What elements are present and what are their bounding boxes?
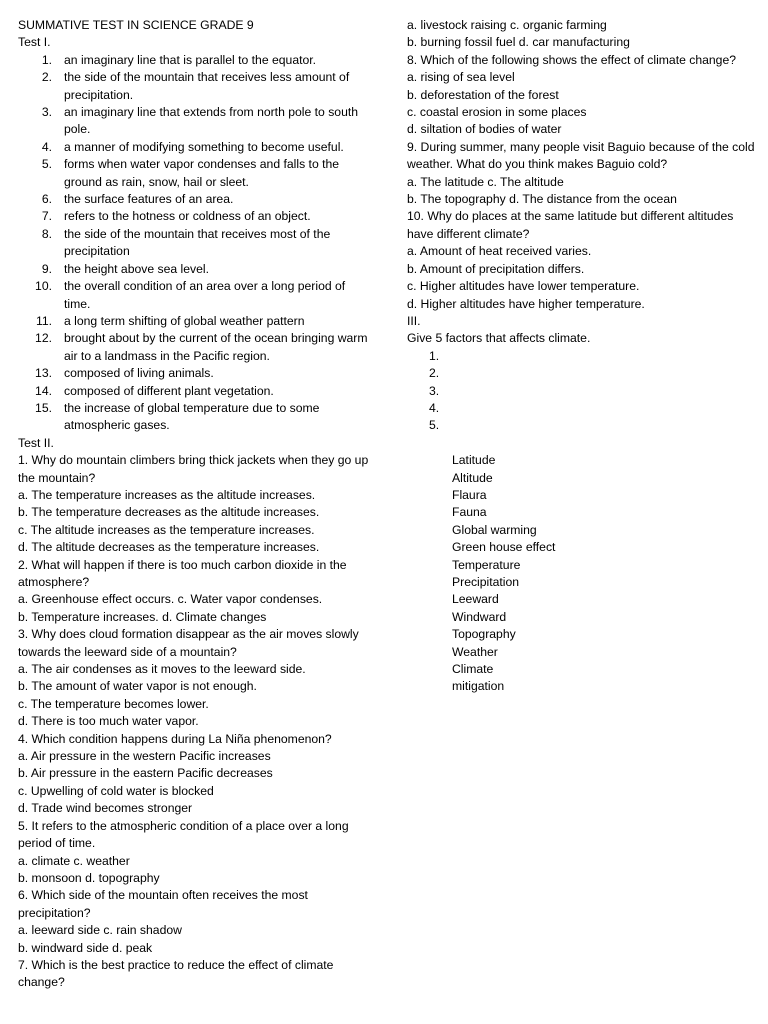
answer-option: c. The altitude increases as the temperature increases. (18, 522, 315, 537)
test2-questions-right (407, 17, 757, 313)
answer-option: d. The altitude decreases as the temperature increases. (18, 540, 320, 555)
item-number: 12. (35, 331, 52, 346)
test3-instruction: Give 5 factors that affects climate. (407, 331, 591, 346)
item-number: 5. (41, 157, 52, 172)
answer-option: b. The topography d. The distance from the ocean (407, 192, 677, 207)
answer-option: c. Higher altitudes have lower temperature. (407, 279, 640, 294)
word-bank-term: Leeward (452, 592, 499, 607)
word-bank-term: Global warming (452, 522, 537, 537)
item-number: 1. (41, 52, 52, 67)
item-text: composed of different plant vegetation. (64, 383, 274, 398)
item-text: the increase of global temperature due to some atmospheric gases. (64, 400, 320, 433)
right-column (407, 17, 757, 696)
item-number: 11. (35, 313, 52, 328)
item-number: 8. (41, 226, 52, 241)
item-text: forms when water vapor condenses and falls to the ground as rain, snow, hail or sleet. (64, 157, 340, 189)
answer-option: a. climate c. weather (18, 853, 130, 868)
answer-option: c. Upwelling of cold water is blocked (18, 783, 214, 798)
item-text: the side of the mountain that receives most of the precipitation (64, 226, 331, 259)
answer-option: a. The latitude c. The altitude (407, 174, 564, 189)
test1-item (18, 208, 370, 225)
answer-option: a. Amount of heat received varies. (407, 244, 592, 259)
item-text: an imaginary line that is parallel to the equator. (64, 52, 317, 67)
test1-item (18, 191, 370, 208)
word-bank-term: Climate (452, 662, 494, 677)
answer-option: b. Amount of precipitation differs. (407, 261, 585, 276)
answer-option: b. The temperature decreases as the altitude increases. (18, 505, 320, 520)
factor-blank: 3. (429, 383, 440, 398)
word-bank-term: Altitude (452, 470, 493, 485)
item-text: brought about by the current of the ocean bringing warm air to a landmass in the Pacific region. (64, 331, 368, 363)
test1-heading: Test I. (18, 35, 51, 50)
item-text: the side of the mountain that receives less amount of precipitation. (64, 70, 350, 102)
question-stem: 2. What will happen if there is too much carbon dioxide in the atmosphere? (18, 557, 347, 589)
item-number: 4. (41, 139, 52, 154)
test1-item (18, 69, 370, 104)
item-text: the height above sea level. (64, 261, 210, 276)
page-title: SUMMATIVE TEST IN SCIENCE GRADE 9 (18, 18, 254, 32)
item-text: a long term shifting of global weather pattern (64, 313, 305, 328)
word-bank-term: Flaura (452, 487, 487, 502)
item-number: 13. (35, 366, 52, 381)
test1-item (18, 104, 370, 139)
item-text: the overall condition of an area over a long period of time. (64, 279, 346, 311)
answer-option: b. Air pressure in the eastern Pacific decreases (18, 766, 273, 781)
answer-option: b. monsoon d. topography (18, 870, 160, 885)
item-number: 9. (41, 261, 52, 276)
word-bank-term: Windward (452, 609, 507, 624)
test2-heading: Test II. (18, 435, 54, 450)
answer-option: c. coastal erosion in some places (407, 105, 587, 120)
item-number: 2. (41, 70, 52, 85)
word-bank-term: Precipitation (452, 574, 520, 589)
factor-blank: 4. (429, 400, 440, 415)
question-stem: 3. Why does cloud formation disappear as the air moves slowly towards the leeward side of a mountain? (18, 627, 359, 659)
word-bank-term: Latitude (452, 453, 496, 468)
left-column (18, 17, 370, 992)
answer-option: b. Temperature increases. d. Climate changes (18, 609, 267, 624)
answer-option: b. burning fossil fuel d. car manufacturing (407, 35, 630, 50)
word-bank-term: mitigation (452, 679, 505, 694)
test1-item (18, 400, 370, 435)
test2-questions-left (18, 452, 370, 992)
word-bank-term: Weather (452, 644, 498, 659)
item-number: 10. (35, 279, 52, 294)
answer-option: a. leeward side c. rain shadow (18, 923, 182, 938)
answer-option: a. The air condenses as it moves to the leeward side. (18, 662, 306, 677)
answer-option: a. livestock raising c. organic farming (407, 18, 607, 32)
item-number: 6. (41, 192, 52, 207)
question-stem: 5. It refers to the atmospheric condition of a place over a long period of time. (18, 818, 349, 851)
answer-option: a. Greenhouse effect occurs. c. Water vapor condenses. (18, 592, 323, 607)
answer-option: d. siltation of bodies of water (407, 122, 562, 137)
test1-item (18, 330, 370, 365)
test1-item (18, 365, 370, 382)
word-bank-term: Fauna (452, 505, 487, 520)
item-text: an imaginary line that extends from north pole to south pole. (64, 105, 359, 137)
test1-item (18, 156, 370, 191)
factor-blanks (407, 348, 757, 435)
question-stem: 10. Why do places at the same latitude but different altitudes have different climate? (407, 209, 734, 241)
answer-option: a. Air pressure in the western Pacific increases (18, 749, 271, 764)
item-text: the surface features of an area. (64, 192, 234, 207)
item-text: composed of living animals. (64, 366, 214, 381)
question-stem: 8. Which of the following shows the effect of climate change? (407, 52, 737, 67)
question-stem: 4. Which condition happens during La Niña phenomenon? (18, 731, 332, 746)
test3-heading: III. (407, 313, 421, 328)
item-number: 14. (35, 383, 52, 398)
item-number: 7. (41, 209, 52, 224)
answer-option: b. windward side d. peak (18, 940, 153, 955)
answer-option: c. The temperature becomes lower. (18, 696, 209, 711)
word-bank-term: Green house effect (452, 540, 556, 555)
test1-item (18, 139, 370, 156)
test1-item (18, 52, 370, 69)
test1-item (18, 261, 370, 278)
word-bank-term: Temperature (452, 557, 521, 572)
item-number: 3. (41, 105, 52, 120)
question-stem: 6. Which side of the mountain often receives the most precipitation? (18, 888, 308, 920)
test1-item (18, 226, 370, 261)
item-number: 15. (35, 400, 52, 415)
word-bank-term: Topography (452, 627, 516, 642)
item-text: refers to the hotness or coldness of an object. (64, 209, 311, 224)
answer-option: d. Higher altitudes have higher temperature. (407, 296, 645, 311)
question-stem: 9. During summer, many people visit Baguio because of the cold weather. What do you think makes Baguio cold? (407, 139, 755, 172)
test1-item (18, 383, 370, 400)
word-bank (407, 452, 757, 696)
factor-blank: 2. (429, 366, 440, 381)
answer-option: a. rising of sea level (407, 70, 515, 85)
test1-item (18, 278, 370, 313)
answer-option: d. There is too much water vapor. (18, 714, 199, 729)
answer-option: b. deforestation of the forest (407, 87, 559, 102)
factor-blank: 5. (429, 418, 440, 433)
answer-option: a. The temperature increases as the altitude increases. (18, 487, 316, 502)
question-stem: 7. Which is the best practice to reduce the effect of climate change? (18, 957, 334, 990)
item-text: a manner of modifying something to become useful. (64, 139, 344, 154)
answer-option: b. The amount of water vapor is not enough. (18, 679, 257, 694)
test1-item (18, 313, 370, 330)
test1-list (18, 52, 370, 435)
question-stem: 1. Why do mountain climbers bring thick jackets when they go up the mountain? (18, 453, 369, 485)
factor-blank: 1. (429, 348, 440, 363)
answer-option: d. Trade wind becomes stronger (18, 801, 193, 816)
